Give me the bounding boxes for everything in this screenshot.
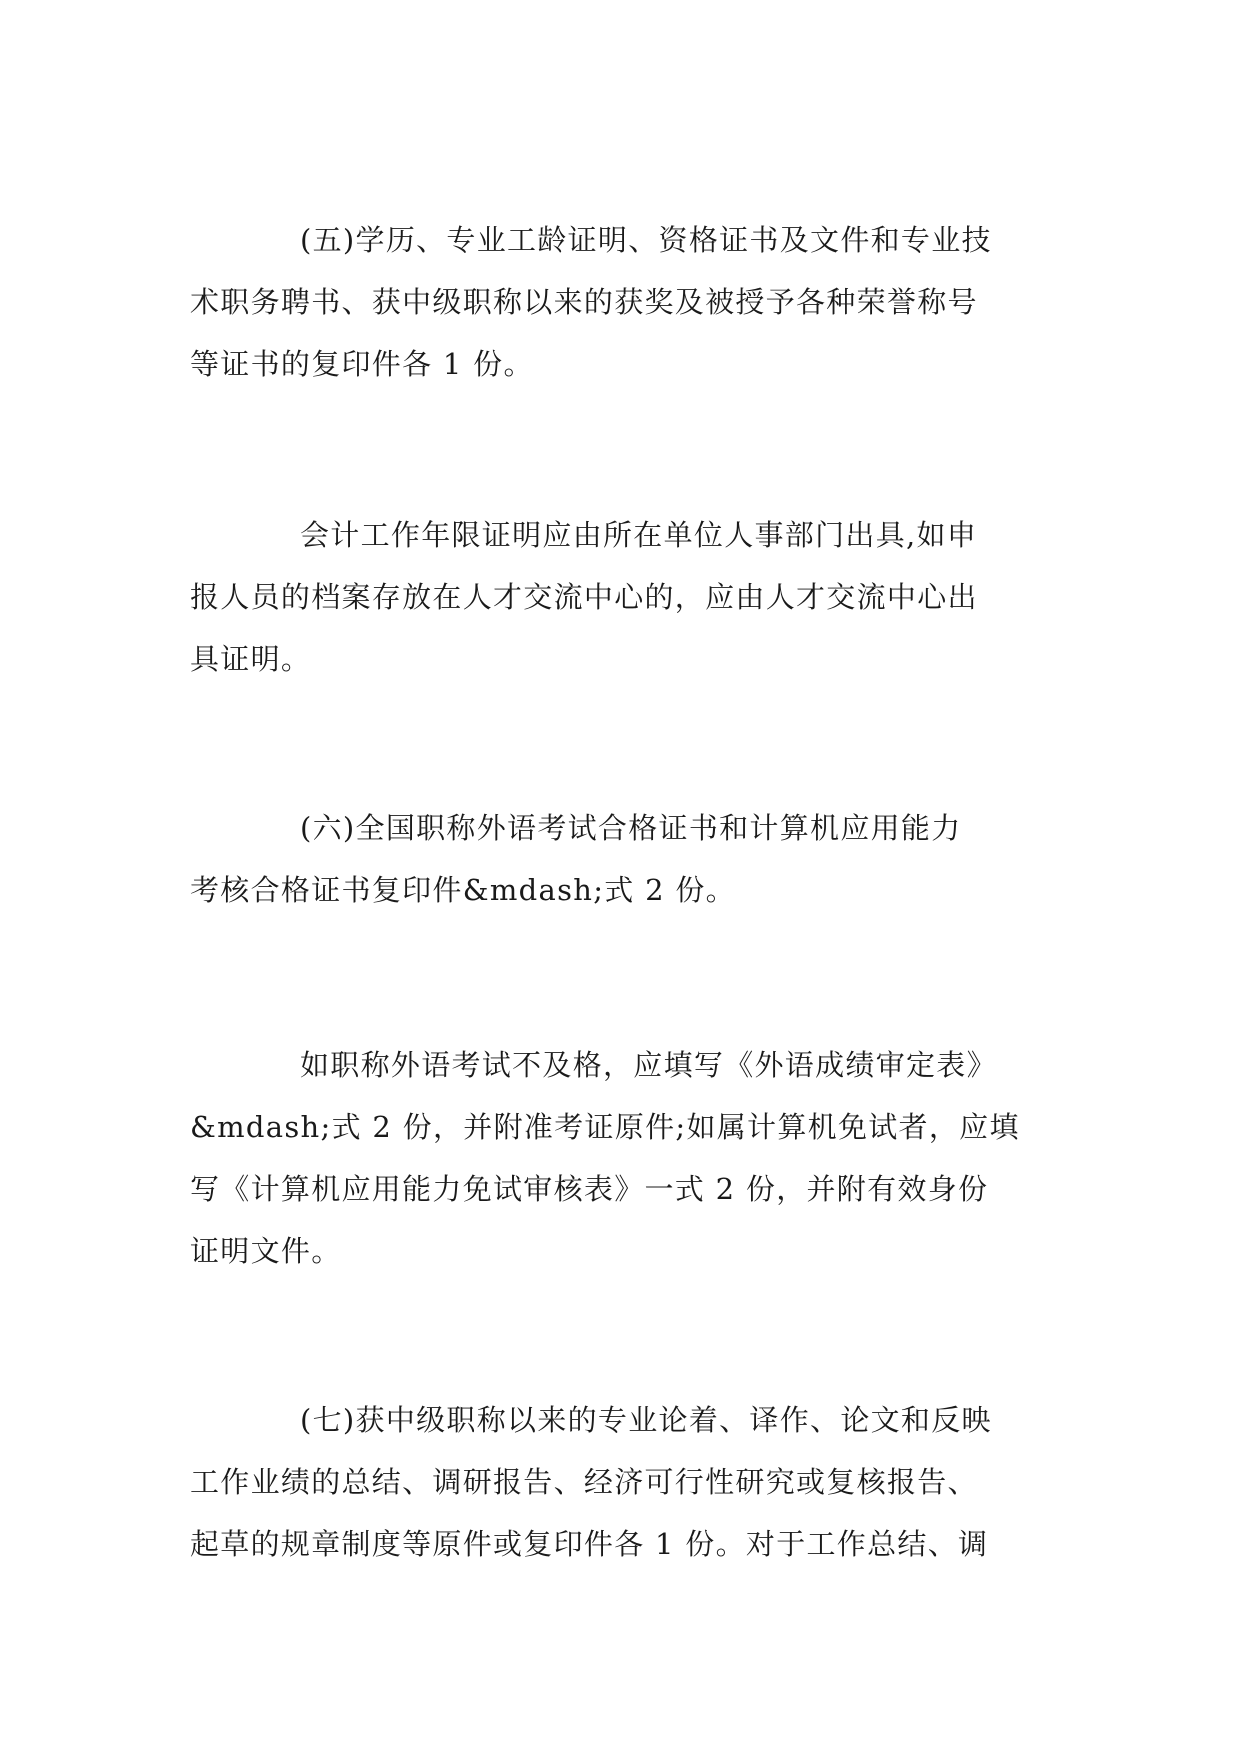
paragraph-5-line-1: (七)获中级职称以来的专业论着、译作、论文和反映 [300, 1403, 992, 1437]
paragraph-3-line-2: 考核合格证书复印件&mdash;式 2 份。 [190, 873, 736, 907]
paragraph-2-line-3: 具证明。 [190, 642, 312, 676]
paragraph-3-line-1: (六)全国职称外语考试合格证书和计算机应用能力 [300, 811, 962, 845]
paragraph-1-line-2: 术职务聘书、获中级职称以来的获奖及被授予各种荣誉称号 [190, 285, 978, 319]
paragraph-1-line-3: 等证书的复印件各 1 份。 [190, 347, 534, 381]
paragraph-5-line-2: 工作业绩的总结、调研报告、经济可行性研究或复核报告、 [190, 1465, 978, 1499]
paragraph-5-line-3: 起草的规章制度等原件或复印件各 1 份。对于工作总结、调 [190, 1527, 989, 1561]
paragraph-4-line-3: 写《计算机应用能力免试审核表》一式 2 份，并附有效身份 [190, 1172, 989, 1206]
paragraph-4-line-4: 证明文件。 [190, 1234, 342, 1268]
paragraph-2-line-1: 会计工作年限证明应由所在单位人事部门出具,如申 [300, 518, 978, 552]
paragraph-1-line-1: (五)学历、专业工龄证明、资格证书及文件和专业技 [300, 223, 992, 257]
paragraph-4-line-2: &mdash;式 2 份，并附准考证原件;如属计算机免试者，应填 [190, 1110, 1020, 1144]
paragraph-2-line-2: 报人员的档案存放在人才交流中心的，应由人才交流中心出 [190, 580, 978, 614]
paragraph-4-line-1: 如职称外语考试不及格，应填写《外语成绩审定表》 [300, 1048, 997, 1082]
